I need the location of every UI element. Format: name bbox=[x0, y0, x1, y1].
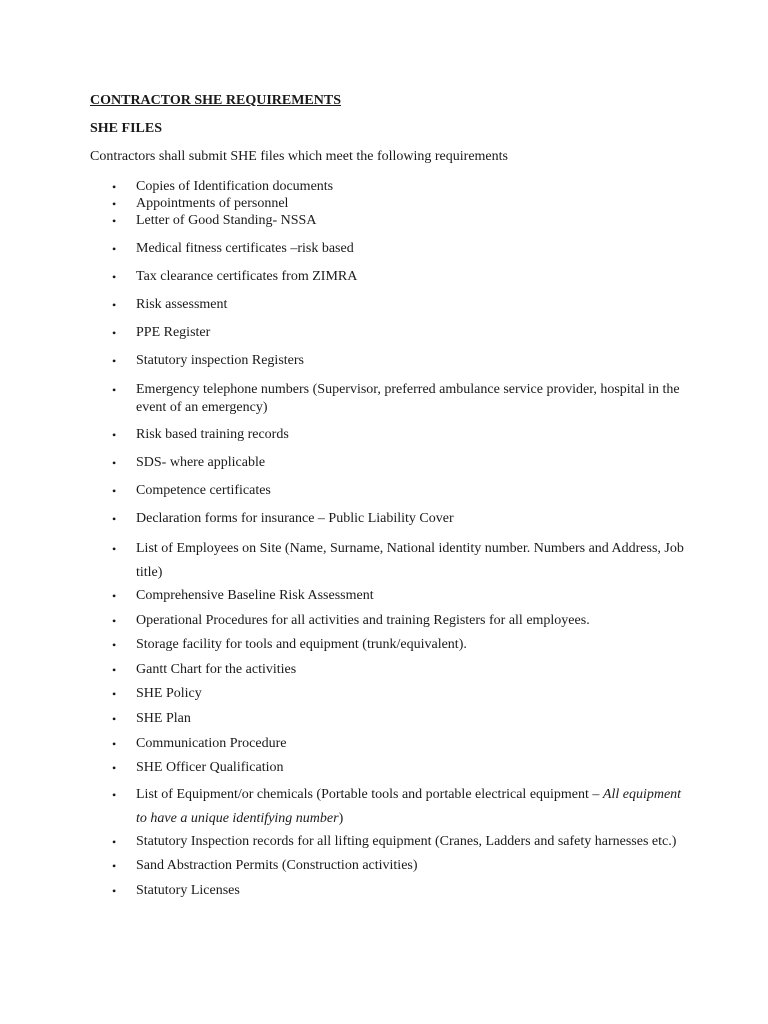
bullet: • bbox=[112, 712, 117, 726]
bullet: • bbox=[112, 788, 117, 802]
list-item: • Sand Abstraction Permits (Construction activities) bbox=[112, 858, 418, 873]
bullet: • bbox=[112, 326, 117, 340]
list-item: • Copies of Identification documents bbox=[112, 179, 334, 194]
list-item: • Competence certificates bbox=[112, 483, 271, 498]
list-item: • Statutory inspection Registers bbox=[112, 353, 304, 368]
list-item: • Statutory Licenses bbox=[112, 883, 240, 898]
document-title: CONTRACTOR SHE REQUIREMENTS bbox=[90, 93, 342, 108]
list-item: • Risk based training records bbox=[112, 427, 289, 442]
list-item: • Comprehensive Baseline Risk Assessment bbox=[112, 588, 374, 603]
bullet: • bbox=[112, 197, 117, 211]
bullet: • bbox=[112, 214, 117, 228]
list-item: • Tax clearance certificates from ZIMRA bbox=[112, 269, 358, 284]
list-item: • Operational Procedures for all activities and training Registers for all employees. bbox=[112, 613, 590, 628]
list-item: • SHE Plan bbox=[112, 711, 191, 726]
bullet: • bbox=[112, 383, 117, 397]
bullet: • bbox=[112, 737, 117, 751]
bullet: • bbox=[112, 354, 117, 368]
bullet: • bbox=[112, 542, 117, 556]
bullet: • bbox=[112, 859, 117, 873]
section-title: SHE FILES bbox=[90, 121, 162, 136]
intro-text: Contractors shall submit SHE files which meet the following requirements bbox=[90, 149, 508, 164]
list-item: • Statutory Inspection records for all lifting equipment (Cranes, Ladders and safety harnesses etc.) bbox=[112, 834, 677, 849]
list-item-equipment: • List of Equipment/or chemicals (Portable tools and portable electrical equipment – All equipment to have a unique identifying number) bbox=[112, 783, 692, 831]
bullet: • bbox=[112, 761, 117, 775]
list-item: • Storage facility for tools and equipment (trunk/equivalent). bbox=[112, 637, 467, 652]
bullet: • bbox=[112, 614, 117, 628]
bullet: • bbox=[112, 638, 117, 652]
bullet: • bbox=[112, 242, 117, 256]
bullet: • bbox=[112, 687, 117, 701]
bullet: • bbox=[112, 180, 117, 194]
bullet: • bbox=[112, 456, 117, 470]
list-item: • Emergency telephone numbers (Supervisor, preferred ambulance service provider, hospital in the event of an emergency) bbox=[112, 382, 680, 415]
list-item: • SHE Officer Qualification bbox=[112, 760, 284, 775]
bullet: • bbox=[112, 270, 117, 284]
bullet: • bbox=[112, 663, 117, 677]
bullet: • bbox=[112, 884, 117, 898]
equipment-note: All equipment to have a unique identifying number bbox=[136, 787, 682, 826]
list-item: • Communication Procedure bbox=[112, 736, 287, 751]
list-item: • SDS- where applicable bbox=[112, 455, 266, 470]
list-item: • Appointments of personnel bbox=[112, 196, 289, 211]
bullet: • bbox=[112, 512, 117, 526]
list-item: • SHE Policy bbox=[112, 686, 202, 701]
list-item: • Medical fitness certificates –risk based bbox=[112, 241, 354, 256]
bullet: • bbox=[112, 835, 117, 849]
bullet: • bbox=[112, 428, 117, 442]
list-item: • Risk assessment bbox=[112, 297, 228, 312]
bullet: • bbox=[112, 298, 117, 312]
list-item: • Gantt Chart for the activities bbox=[112, 662, 297, 677]
list-item: • Letter of Good Standing- NSSA bbox=[112, 213, 317, 228]
list-item: • List of Employees on Site (Name, Surname, National identity number. Numbers and Address, Job title) bbox=[112, 537, 692, 585]
bullet: • bbox=[112, 589, 117, 603]
list-item: • PPE Register bbox=[112, 325, 211, 340]
bullet: • bbox=[112, 484, 117, 498]
list-item: • Declaration forms for insurance – Public Liability Cover bbox=[112, 511, 454, 526]
